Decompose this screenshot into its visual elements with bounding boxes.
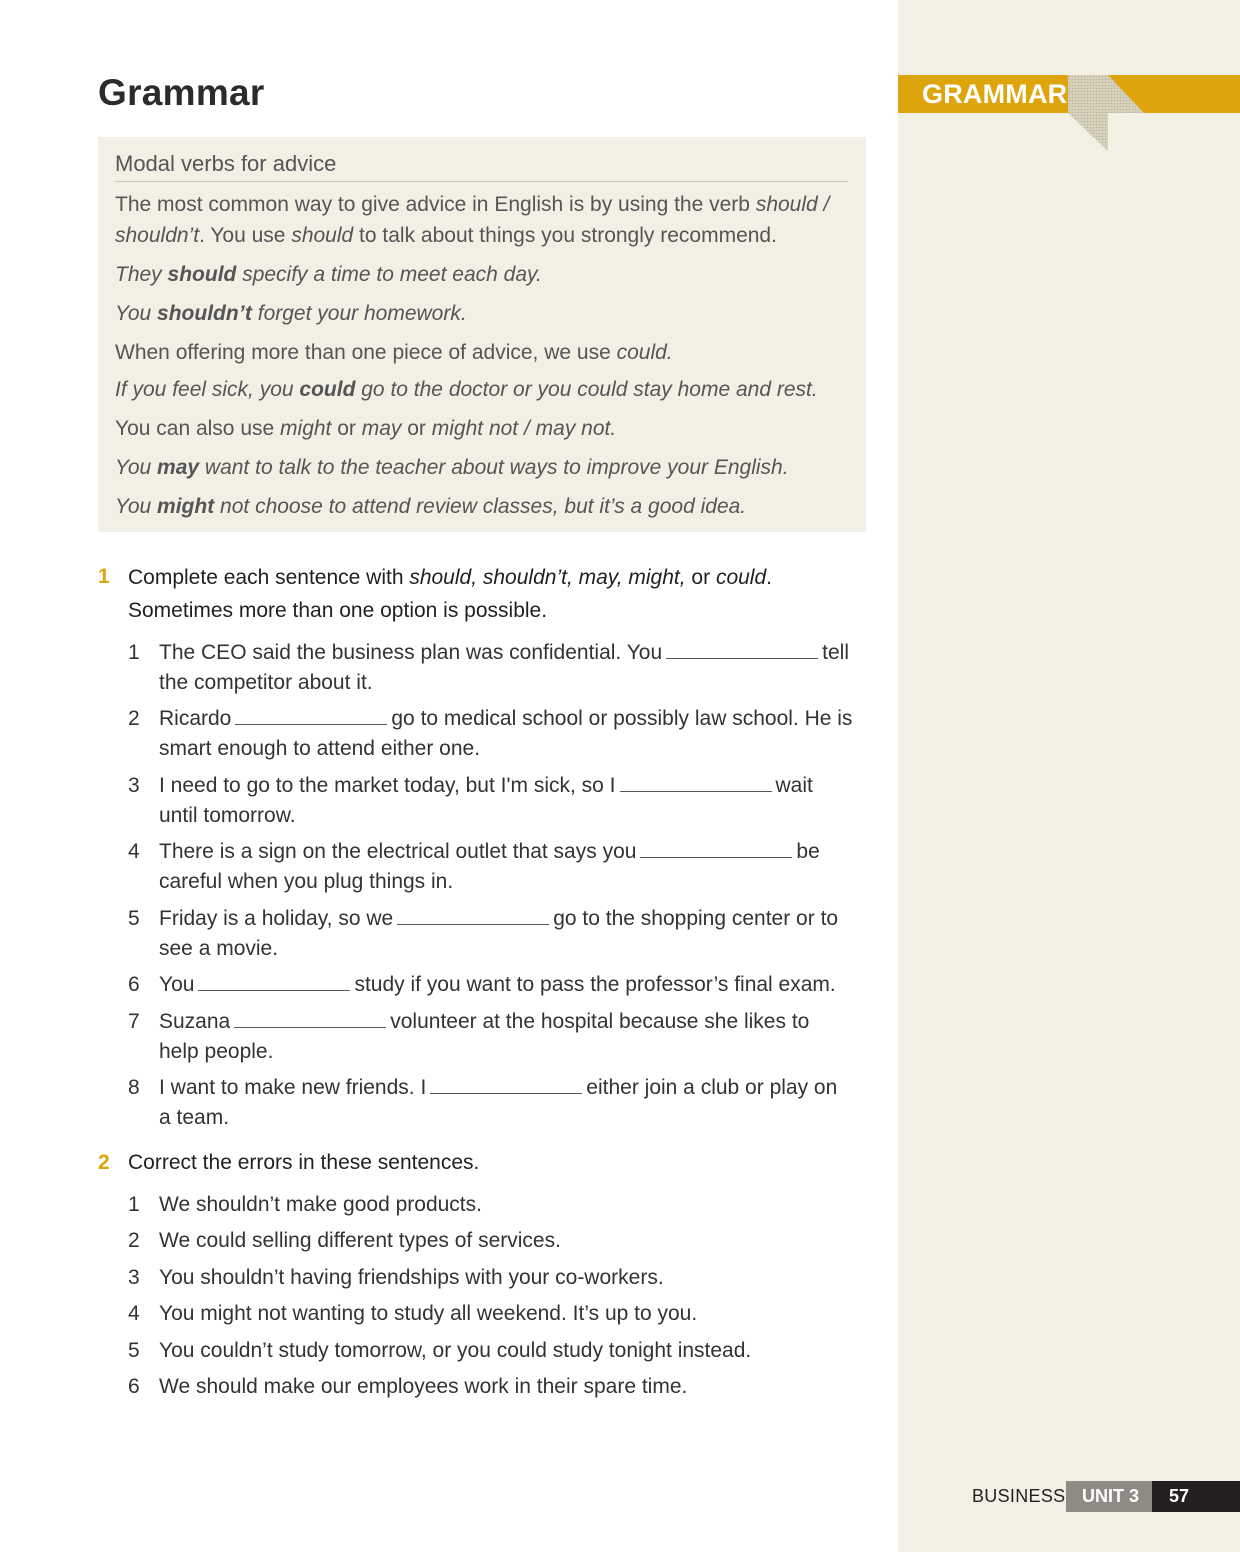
exercise-2-item-number: 4: [128, 1302, 140, 1325]
exercise-1-item-number: 8: [128, 1076, 140, 1099]
exercise-1-item: There is a sign on the electrical outlet that says you be careful when you plug things in.: [159, 837, 864, 897]
rule-heading: Modal verbs for advice: [115, 151, 848, 182]
rule-example-5: You might not choose to attend review classes, but it’s a good idea.: [115, 495, 747, 518]
exercise-1-item: The CEO said the business plan was confidential. You tell the competitor about it.: [159, 638, 864, 698]
exercise-2-item: You couldn’t study tomorrow, or you could study tonight instead.: [159, 1339, 752, 1362]
exercise-2-item: We shouldn’t make good products.: [159, 1193, 482, 1216]
rule-explanation-2: When offering more than one piece of advice, we use could.: [115, 341, 673, 364]
exercise-2-item: You might not wanting to study all weekend. It’s up to you.: [159, 1302, 698, 1325]
tab-fold-icon: [1068, 75, 1144, 151]
exercise-2-item-number: 5: [128, 1339, 140, 1362]
exercise-1-item-number: 6: [128, 973, 140, 996]
exercise-2-item: You shouldn’t having friendships with your co-workers.: [159, 1266, 664, 1289]
exercise-1-item-number: 3: [128, 774, 140, 797]
rule-example-2: You shouldn’t forget your homework.: [115, 302, 467, 325]
answer-blank[interactable]: [620, 771, 772, 792]
exercise-2-item-number: 6: [128, 1375, 140, 1398]
exercise-1-item: I need to go to the market today, but I'm sick, so I wait until tomorrow.: [159, 771, 864, 831]
exercise-1-item: Ricardo go to medical school or possibly law school. He is smart enough to attend either one.: [159, 704, 864, 764]
exercise-1-instruction: Complete each sentence with should, shouldn’t, may, might, or could. Sometimes more than one option is possible.: [128, 566, 772, 622]
exercise-2-item-number: 1: [128, 1193, 140, 1216]
answer-blank[interactable]: [666, 638, 818, 659]
rule-example-1: They should specify a time to meet each day.: [115, 263, 542, 286]
answer-blank[interactable]: [198, 970, 350, 991]
footer-page-badge: [1152, 1481, 1240, 1512]
exercise-1-item-number: 7: [128, 1010, 140, 1033]
exercise-1-item-number: 2: [128, 707, 140, 730]
exercise-2-item-number: 3: [128, 1266, 140, 1289]
footer-subject: BUSINESS: [972, 1486, 1066, 1506]
answer-blank[interactable]: [430, 1073, 582, 1094]
grammar-rule-box: [98, 137, 866, 532]
section-tab-label: GRAMMAR: [922, 79, 1068, 109]
rule-explanation-3: You can also use might or may or might not / may not.: [115, 417, 617, 440]
exercise-1-item-number: 5: [128, 907, 140, 930]
exercise-1-item: Friday is a holiday, so we go to the shopping center or to see a movie.: [159, 904, 864, 964]
exercise-2-item: We should make our employees work in their spare time.: [159, 1375, 688, 1398]
answer-blank[interactable]: [640, 837, 792, 858]
exercise-2-number: 2: [98, 1151, 110, 1174]
exercise-2-item-number: 2: [128, 1229, 140, 1252]
footer-unit-label: UNIT 3: [1082, 1486, 1140, 1506]
rule-explanation-1-cont: shouldn’t. You use should to talk about things you strongly recommend.: [115, 224, 777, 247]
rule-example-4: You may want to talk to the teacher about ways to improve your English.: [115, 456, 789, 479]
exercise-2-item: We could selling different types of services.: [159, 1229, 561, 1252]
exercise-1-item-number: 1: [128, 641, 140, 664]
sidebar-panel: [898, 0, 1240, 1552]
answer-blank[interactable]: [234, 1007, 386, 1028]
exercise-1-item: Suzana volunteer at the hospital because she likes to help people.: [159, 1007, 864, 1067]
rule-example-3: If you feel sick, you could go to the doctor or you could stay home and rest.: [115, 378, 818, 401]
rule-explanation-1: The most common way to give advice in English is by using the verb should /: [115, 193, 830, 216]
page-title: Grammar: [98, 72, 265, 113]
page-number: 57: [1169, 1486, 1190, 1506]
exercise-1-item-number: 4: [128, 840, 140, 863]
exercise-1-number: 1: [98, 565, 110, 588]
exercise-1-item: I want to make new friends. I either join a club or play on a team.: [159, 1073, 864, 1133]
footer-unit-badge: [1066, 1481, 1152, 1512]
exercise-1-item: You study if you want to pass the professor’s final exam.: [159, 970, 864, 1000]
answer-blank[interactable]: [397, 904, 549, 925]
exercise-2-instruction: Correct the errors in these sentences.: [128, 1151, 480, 1174]
answer-blank[interactable]: [235, 704, 387, 725]
